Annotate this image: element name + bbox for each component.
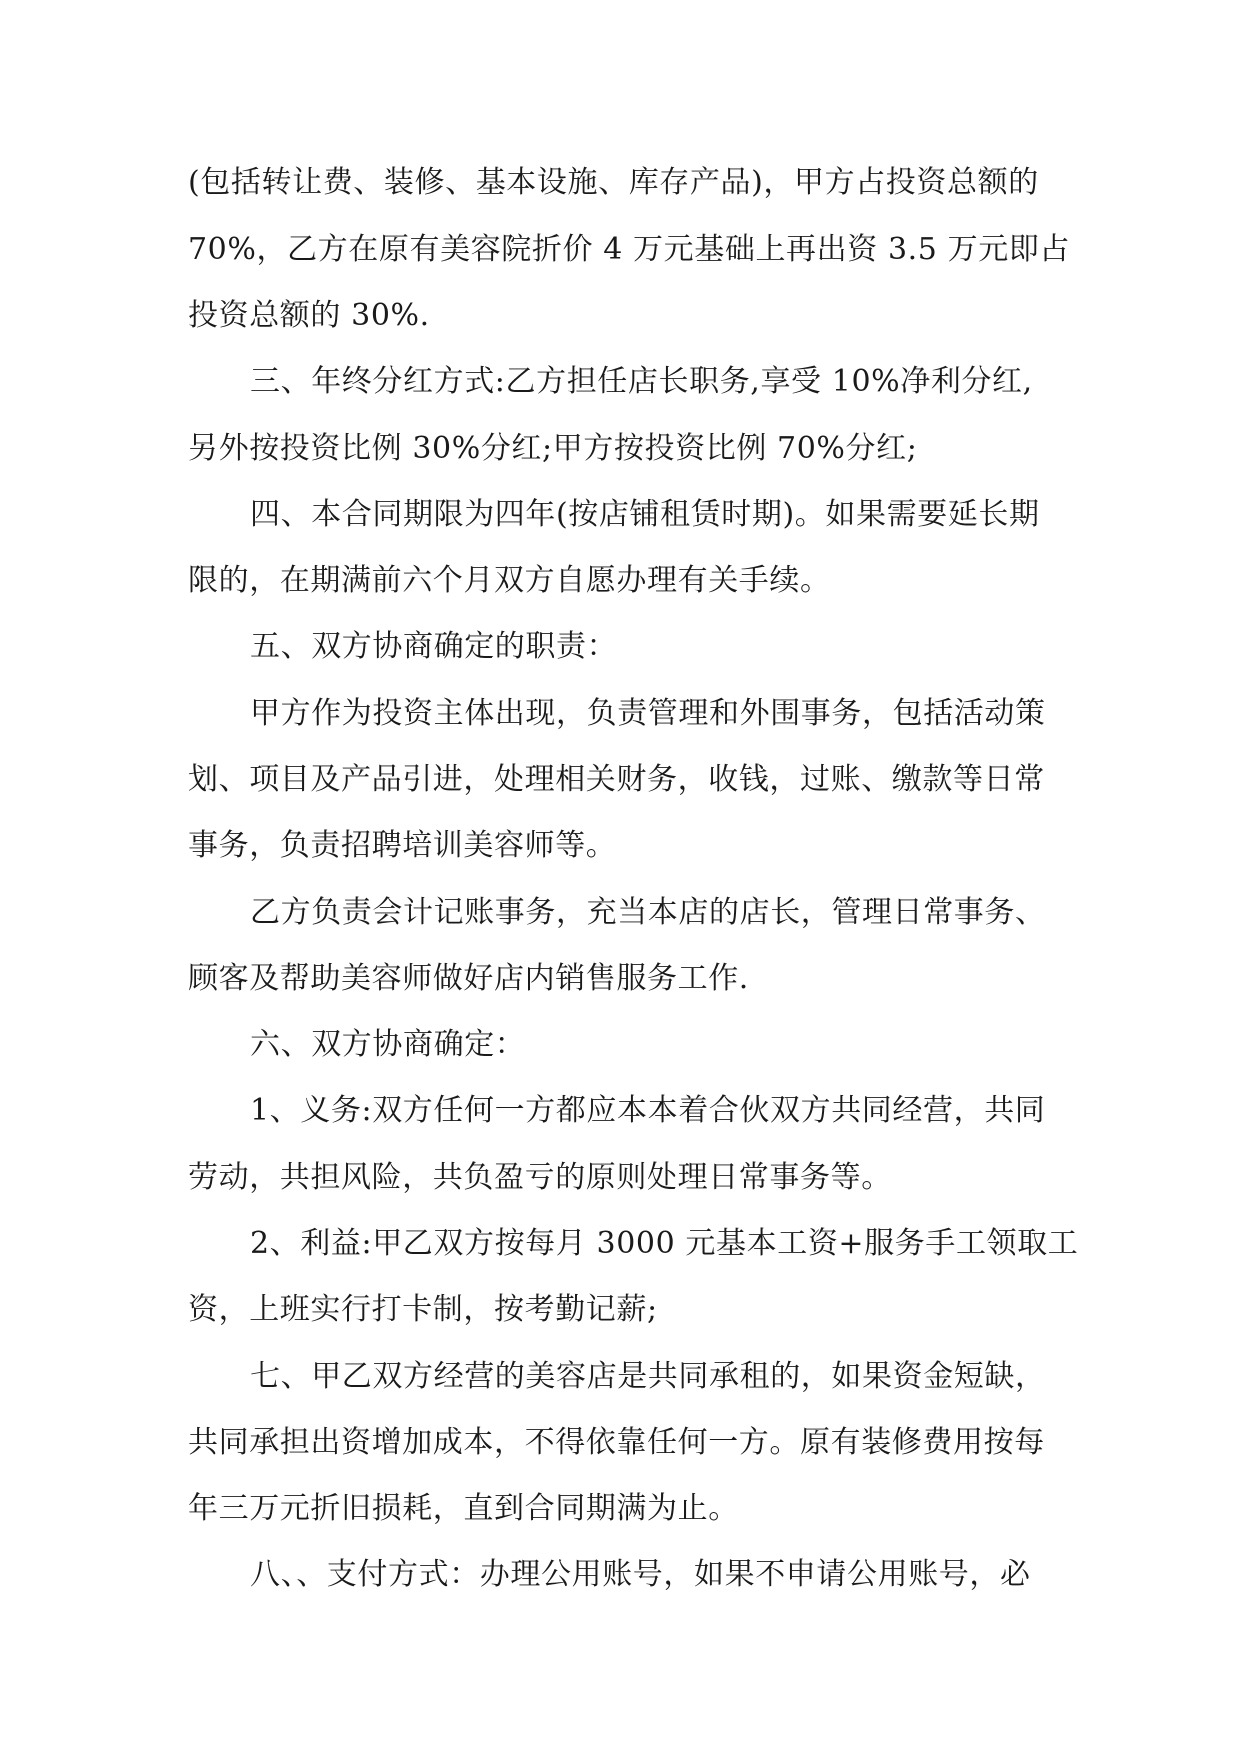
text-line: 事务，负责招聘培训美容师等。 bbox=[188, 828, 617, 863]
text-line: 六、双方协商确定： bbox=[250, 1027, 526, 1062]
text-line: 七、甲乙双方经营的美容店是共同承租的，如果资金短缺， bbox=[250, 1359, 1046, 1394]
text-line: 四、本合同期限为四年(按店铺租赁时期)。如果需要延长期 bbox=[250, 497, 1040, 532]
text-line: 五、双方协商确定的职责： bbox=[250, 629, 618, 664]
text-line: 1、义务:双方任何一方都应本本着合伙双方共同经营，共同 bbox=[250, 1093, 1046, 1128]
text-line: 限的，在期满前六个月双方自愿办理有关手续。 bbox=[188, 563, 831, 598]
text-line: 八、、支付方式：办理公用账号，如果不申请公用账号，必 bbox=[250, 1557, 1031, 1592]
text-line: 2、利益:甲乙双方按每月 3000 元基本工资+服务手工领取工 bbox=[250, 1226, 1079, 1261]
text-line: 划、项目及产品引进，处理相关财务，收钱，过账、缴款等日常 bbox=[188, 762, 1045, 797]
text-line: 劳动，共担风险，共负盈亏的原则处理日常事务等。 bbox=[188, 1160, 892, 1195]
text-line: 70%，乙方在原有美容院折价 4 万元基础上再出资 3.5 万元即占 bbox=[188, 232, 1071, 267]
text-line: 年三万元折旧损耗，直到合同期满为止。 bbox=[188, 1491, 739, 1526]
text-line: 投资总额的 30%. bbox=[188, 298, 430, 333]
text-line: 乙方负责会计记账事务，充当本店的店长，管理日常事务、 bbox=[250, 895, 1046, 930]
text-line: 甲方作为投资主体出现，负责管理和外围事务，包括活动策 bbox=[250, 696, 1046, 731]
text-line: 资，上班实行打卡制，按考勤记薪; bbox=[188, 1292, 658, 1327]
text-line: 三、年终分红方式:乙方担任店长职务,享受 10%净利分红, bbox=[250, 364, 1033, 399]
text-line: 顾客及帮助美容师做好店内销售服务工作. bbox=[188, 961, 749, 996]
text-line: 另外按投资比例 30%分红;甲方按投资比例 70%分红; bbox=[188, 431, 918, 466]
text-line: 共同承担出资增加成本，不得依靠任何一方。原有装修费用按每 bbox=[188, 1425, 1045, 1460]
text-line: (包括转让费、装修、基本设施、库存产品)，甲方占投资总额的 bbox=[188, 165, 1039, 200]
